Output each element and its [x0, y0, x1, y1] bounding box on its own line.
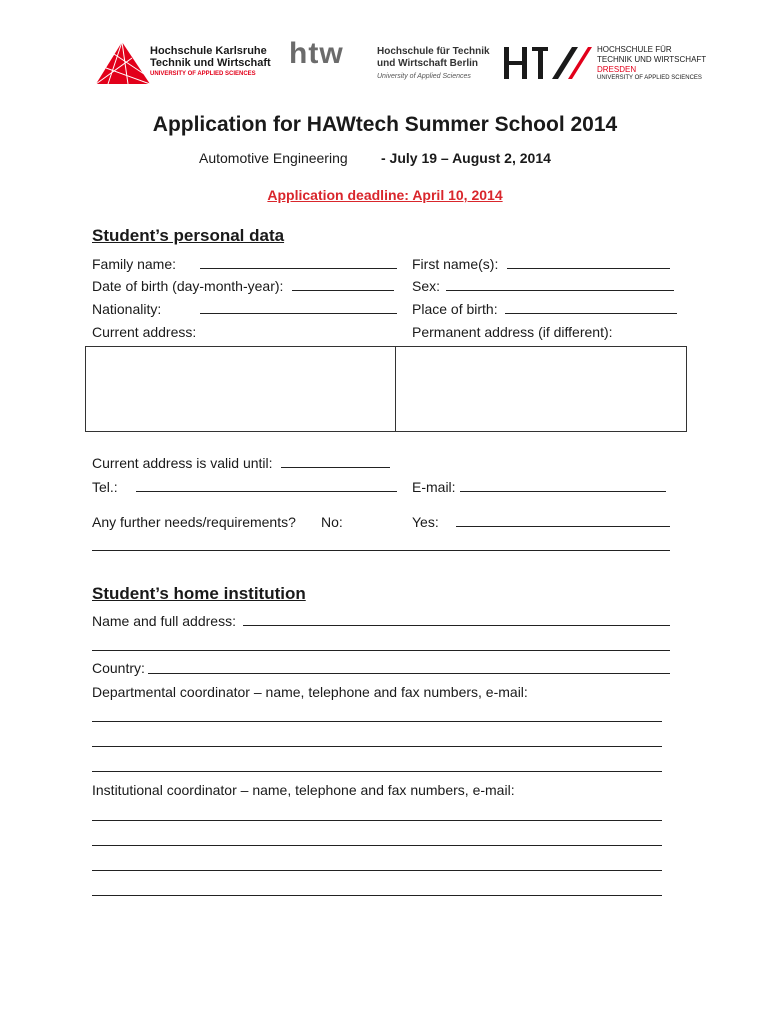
first-names-field[interactable]: [507, 268, 670, 269]
current-address-label: Current address:: [92, 324, 197, 340]
sex-label: Sex:: [412, 278, 441, 294]
name-address-line-2[interactable]: [92, 650, 670, 651]
htw-dresden-name-line3: DRESDEN: [597, 65, 637, 74]
family-name-label: Family name:: [92, 256, 177, 272]
needs-yes-label: Yes:: [412, 514, 439, 530]
first-names-label: First name(s):: [412, 256, 499, 272]
section-heading-institution: Student’s home institution: [92, 584, 306, 603]
inst-coordinator-line-4[interactable]: [92, 895, 662, 896]
htw-berlin-name-line1: Hochschule für Technik: [377, 46, 490, 57]
needs-yes-field[interactable]: [456, 526, 670, 527]
inst-coordinator-line-3[interactable]: [92, 870, 662, 871]
name-address-label: Name and full address:: [92, 613, 236, 629]
htw-dresden-name-line1: HOCHSCHULE FÜR: [597, 45, 672, 54]
needs-no-label: No:: [321, 514, 343, 530]
valid-until-field[interactable]: [281, 467, 390, 468]
section-heading-personal: Student’s personal data: [92, 226, 285, 245]
place-of-birth-label: Place of birth:: [412, 301, 498, 317]
country-label: Country:: [92, 660, 145, 676]
email-field[interactable]: [460, 491, 666, 492]
inst-coordinator-line-2[interactable]: [92, 845, 662, 846]
karlsruhe-name-line1: Hochschule Karlsruhe: [150, 45, 267, 57]
htw-dresden-mark: [502, 45, 592, 81]
inst-coordinator-line-1[interactable]: [92, 820, 662, 821]
sex-field[interactable]: [446, 290, 674, 291]
email-label: E-mail:: [412, 479, 456, 495]
dob-field[interactable]: [292, 290, 394, 291]
permanent-address-label: Permanent address (if different):: [412, 324, 613, 340]
program-dates: - July 19 – August 2, 2014: [381, 150, 551, 166]
tel-label: Tel.:: [92, 479, 118, 495]
name-address-field[interactable]: [243, 625, 670, 626]
htw-berlin-tagline: University of Applied Sciences: [377, 73, 471, 80]
country-field[interactable]: [148, 673, 670, 674]
nationality-field[interactable]: [200, 313, 397, 314]
karlsruhe-logo: [94, 40, 269, 88]
htw-berlin-logo: [289, 37, 490, 87]
karlsruhe-tagline: UNIVERSITY OF APPLIED SCIENCES: [150, 71, 256, 77]
needs-label: Any further needs/requirements?: [92, 514, 296, 530]
family-name-field[interactable]: [200, 268, 397, 269]
needs-details-line[interactable]: [92, 550, 670, 551]
htw-dresden-logo: [502, 45, 722, 85]
nationality-label: Nationality:: [92, 301, 162, 317]
address-box-divider: [395, 346, 396, 432]
htw-dresden-tagline: UNIVERSITY OF APPLIED SCIENCES: [597, 75, 702, 81]
dept-coordinator-line-2[interactable]: [92, 746, 662, 747]
program-name: Automotive Engineering: [199, 150, 348, 166]
karlsruhe-logo-mark: [94, 40, 152, 88]
dob-label: Date of birth (day-month-year):: [92, 278, 284, 294]
htw-berlin-name-line2: und Wirtschaft Berlin: [377, 58, 479, 69]
tel-field[interactable]: [136, 491, 397, 492]
application-deadline: Application deadline: April 10, 2014: [267, 187, 503, 203]
inst-coordinator-label: Institutional coordinator – name, telephone and fax numbers, e-mail:: [92, 782, 515, 798]
valid-until-label: Current address is valid until:: [92, 455, 273, 471]
document-title: Application for HAWtech Summer School 2014: [152, 113, 618, 136]
current-address-field[interactable]: [86, 347, 394, 431]
dept-coordinator-label: Departmental coordinator – name, telephone and fax numbers, e-mail:: [92, 684, 528, 700]
permanent-address-field[interactable]: [397, 347, 685, 431]
dept-coordinator-line-1[interactable]: [92, 721, 662, 722]
htw-berlin-mark: htw: [289, 37, 344, 70]
place-of-birth-field[interactable]: [505, 313, 677, 314]
dept-coordinator-line-3[interactable]: [92, 771, 662, 772]
htw-dresden-name-line2: TECHNIK UND WIRTSCHAFT: [597, 55, 707, 64]
karlsruhe-name-line2: Technik und Wirtschaft: [150, 57, 271, 69]
